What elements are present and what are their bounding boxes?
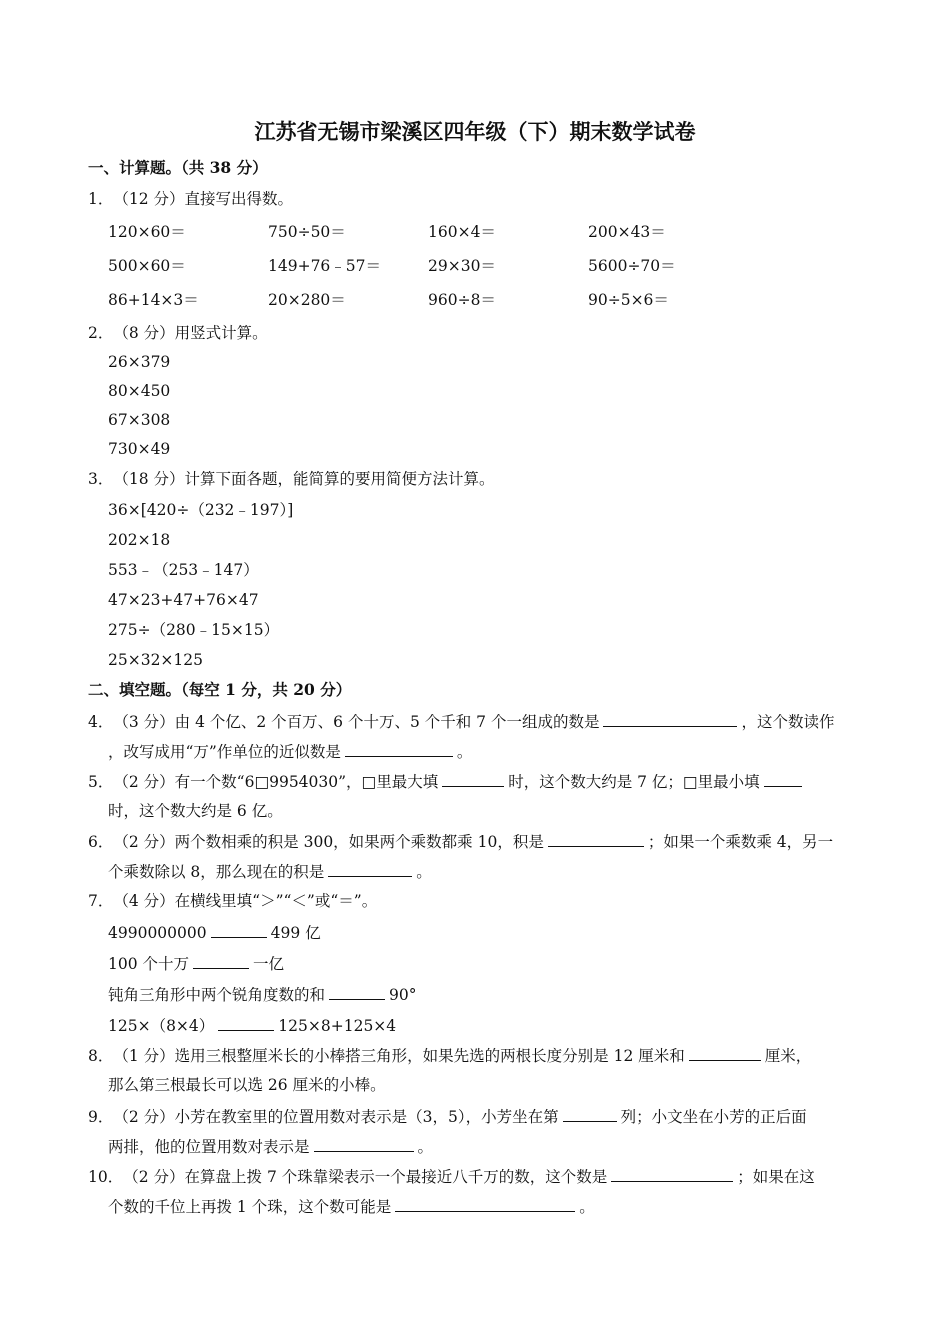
compare-item (108, 953, 284, 974)
list-item: 80×450 (108, 382, 171, 400)
question-text: ，这个数读作 (741, 713, 835, 731)
answer-blank[interactable] (395, 1196, 575, 1212)
list-item: 202×18 (108, 531, 171, 549)
compare-right: 125×8+125×4 (278, 1017, 397, 1035)
compare-right: 499 亿 (270, 924, 321, 942)
question-number: 2． (88, 324, 114, 342)
page-title: 江苏省无锡市梁溪区四年级（下）期末数学试卷 (254, 119, 696, 144)
answer-blank[interactable] (193, 953, 249, 969)
answer-blank[interactable] (442, 771, 504, 787)
answer-blank[interactable] (329, 984, 385, 1000)
answer-blank[interactable] (328, 861, 412, 877)
answer-blank[interactable] (563, 1106, 617, 1122)
question-number: 4． (88, 713, 114, 731)
compare-item (108, 922, 321, 943)
compare-left: 100 个十万 (108, 955, 190, 973)
calc-item: 160×4＝ (428, 223, 496, 241)
question-number: 10． (88, 1168, 124, 1186)
question-number: 7． (88, 892, 114, 910)
compare-left: 4990000000 (108, 924, 207, 942)
calc-item: 20×280＝ (268, 291, 346, 309)
question-text: （2 分）小芳在教室里的位置用数对表示是（3，5），小芳坐在第 (113, 1108, 559, 1126)
answer-blank[interactable] (218, 1015, 274, 1031)
list-item: 25×32×125 (108, 651, 204, 669)
answer-blank[interactable] (314, 1136, 414, 1152)
question-6 (88, 831, 833, 852)
calc-item: 5600÷70＝ (588, 257, 676, 275)
question-10-cont (108, 1196, 595, 1217)
question-text: 时，这个数大约是 7 亿；□里最小填 (508, 773, 760, 791)
question-number: 5． (88, 773, 114, 791)
question-2 (88, 323, 268, 343)
question-text: 列；小文坐在小芳的正后面 (620, 1108, 807, 1126)
calc-item: 86+14×3＝ (108, 291, 199, 309)
question-text: ；如果一个乘数乘 4，另一 (647, 833, 834, 851)
question-7 (88, 891, 377, 911)
question-text: （2 分）两个数相乘的积是 300，如果两个乘数都乘 10，积是 (113, 833, 544, 851)
calc-item: 149+76﹣57＝ (268, 257, 382, 275)
question-text: 。 (417, 1138, 434, 1156)
compare-right: 90° (389, 986, 417, 1004)
question-text: 。 (416, 863, 432, 881)
question-5-cont: 时，这个数大约是 6 亿。 (108, 802, 283, 820)
question-9 (88, 1106, 807, 1127)
list-item: 36×[420÷（232﹣197）] (108, 501, 294, 519)
question-8-cont: 那么第三根最长可以选 26 厘米的小棒。 (108, 1076, 386, 1094)
question-5 (88, 771, 806, 792)
list-item: 47×23+47+76×47 (108, 591, 259, 609)
section-heading-fill-in: 二、填空题。（每空 1 分，共 20 分） (88, 680, 352, 699)
question-text: （4 分）在横线里填“＞”“＜”或“＝”。 (113, 892, 378, 910)
compare-left: 钝角三角形中两个锐角度数的和 (108, 986, 326, 1004)
question-text: 。 (579, 1198, 595, 1216)
question-9-cont (108, 1136, 433, 1157)
compare-right: 一亿 (253, 955, 285, 973)
question-number: 6． (88, 833, 114, 851)
question-6-cont (108, 861, 432, 882)
question-4 (88, 711, 834, 732)
list-item: 275÷（280﹣15×15） (108, 621, 280, 639)
question-text: （1 分）选用三根整厘米长的小棒搭三角形，如果先选的两根长度分别是 12 厘米和 (113, 1047, 685, 1065)
question-text: （3 分）由 4 个亿、2 个百万、6 个十万、5 个千和 7 个一组成的数是 (113, 713, 600, 731)
question-4-cont (108, 741, 472, 762)
section-heading-calculation: 一、计算题。（共 38 分） (88, 158, 268, 177)
compare-left: 125×（8×4） (108, 1017, 215, 1035)
calc-item: 90÷5×6＝ (588, 291, 669, 309)
answer-blank[interactable] (548, 831, 644, 847)
question-text: （12 分）直接写出得数。 (113, 190, 294, 208)
calc-item: 120×60＝ (108, 223, 186, 241)
question-10 (88, 1166, 815, 1187)
answer-blank[interactable] (603, 711, 737, 727)
calc-item: 500×60＝ (108, 257, 186, 275)
answer-blank[interactable] (345, 741, 453, 757)
question-text: ，改写成用“万”作单位的近似数是 (108, 743, 341, 761)
calc-item: 960÷8＝ (428, 291, 496, 309)
question-3 (88, 469, 495, 489)
question-1 (88, 189, 293, 209)
list-item: 553﹣（253﹣147） (108, 561, 259, 579)
question-text: ；如果在这 (737, 1168, 815, 1186)
question-8 (88, 1045, 811, 1066)
calc-item: 29×30＝ (428, 257, 496, 275)
answer-blank[interactable] (764, 771, 802, 787)
question-number: 3． (88, 470, 114, 488)
question-text: （2 分）在算盘上拨 7 个珠靠梁表示一个最接近八千万的数，这个数是 (123, 1168, 608, 1186)
question-text: （8 分）用竖式计算。 (113, 324, 268, 342)
calc-item: 750÷50＝ (268, 223, 346, 241)
compare-item (108, 984, 417, 1005)
answer-blank[interactable] (211, 922, 267, 938)
question-text: 两排，他的位置用数对表示是 (108, 1138, 310, 1156)
answer-blank[interactable] (611, 1166, 733, 1182)
list-item: 26×379 (108, 353, 171, 371)
calc-item: 200×43＝ (588, 223, 666, 241)
answer-blank[interactable] (689, 1045, 761, 1061)
question-text: 。 (456, 743, 473, 761)
question-text: （18 分）计算下面各题，能简算的要用简便方法计算。 (113, 470, 495, 488)
list-item: 67×308 (108, 411, 171, 429)
question-number: 8． (88, 1047, 114, 1065)
question-number: 9． (88, 1108, 114, 1126)
question-text: 个乘数除以 8，那么现在的积是 (108, 863, 325, 881)
question-text: （2 分）有一个数“6□9954030”，□里最大填 (113, 773, 439, 791)
compare-item (108, 1015, 396, 1036)
question-text: 厘米， (764, 1047, 812, 1065)
list-item: 730×49 (108, 440, 171, 458)
question-text: 个数的千位上再拨 1 个珠，这个数可能是 (108, 1198, 392, 1216)
question-number: 1． (88, 190, 114, 208)
